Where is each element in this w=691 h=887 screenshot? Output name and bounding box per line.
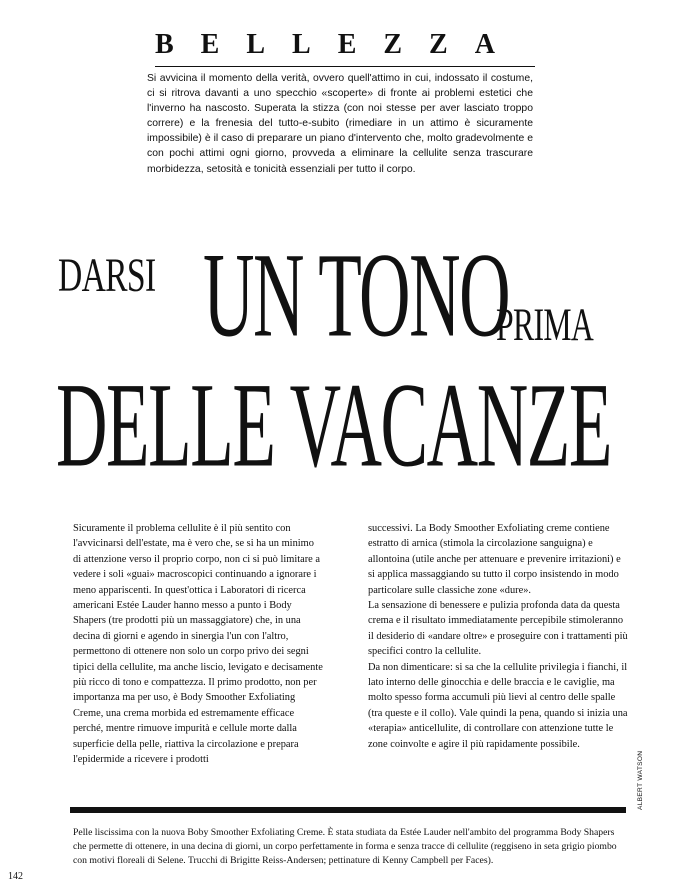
photo-caption: Pelle liscissima con la nuova Boby Smoother Exfoliating Creme. È stata studiata da Estée Lauder nell'ambito del programma Body Shapers che permette di ottenere, in una decina di giorni, un corpo perfettamente in forma e senza tracce di cellulite (reggiseno in seta grigio piombo con motivi floreali di Selene. Trucchi di Brigitte Reiss-Andersen; pettinature di Kenny Campbell per Faces). xyxy=(73,827,617,866)
section-title: BELLEZZA xyxy=(155,29,522,60)
body-paragraph: successivi. La Body Smoother Exfoliating creme contiene estratto di arnica (stimola la circolazione sanguigna) e allontoina (utile anche per attenuare e prevenire irritazioni) e si applica massaggiando su tutto il corpo insistendo in modo particolare sulle classiche zone «dure». xyxy=(368,523,621,596)
body-column-left xyxy=(73,521,323,768)
page-number: 142 xyxy=(8,871,23,882)
caption-divider xyxy=(70,807,626,813)
headline-delle-vacanze: DELLE VACANZE xyxy=(56,359,611,493)
headline-prima: PRIMA xyxy=(496,298,594,351)
section-rule xyxy=(155,66,535,67)
body-paragraph: La sensazione di benessere e pulizia profonda data da questa crema e il risultato immediatamente percepibile stimoleranno il desiderio di «andare oltre» e proseguire con i trattamenti più specifici contro la cellulite. xyxy=(368,600,628,658)
photo-credit: ALBERT WATSON xyxy=(637,750,644,810)
section-header xyxy=(155,28,535,68)
body-column-right xyxy=(368,521,630,752)
photo-credit-wrapper xyxy=(632,735,652,815)
intro-paragraph: Si avvicina il momento della verità, ovvero quell'attimo in cui, indossato il costume, ci si ritrova davanti a uno specchio «scoperte» di fronte ai problemi estetici che l'inverno ha nascosto. Superata la stizza (con noi stesse per aver lasciato troppo correre) e la frenesia del tutto-e-subito (rimediare in un attimo è sicuramente impossibile) è il caso di preparare un piano d'intervento che, molto gradevolmente e con pochi attimi ogni giorno, provveda a eliminare la cellulite senza trascurare morbidezza, setosità e tonicità essenziali per tutto il corpo. xyxy=(147,73,533,175)
body-paragraph: Sicuramente il problema cellulite è il più sentito con l'avvicinarsi dell'estate, ma è vero che, se si ha un minimo di attenzione verso il proprio corpo, non ci si può limitare a vedere i soli «guai» macroscopici continuando a ignorare i meno appariscenti. In quest'ottica i Laboratori di ricerca americani Estée Lauder hanno messo a punto i Body Shapers (tre prodotti più un massaggiatore) che, in una decina di giorni e agendo in sinergia l'un con l'altro, permettono di ottenere non solo un corpo privo dei segni tipici della cellulite, ma anche liscio, levigato e decisamente più ricco di tono e compattezza. Il primo prodotto, non per importanza ma per uso, è Body Smoother Exfoliating Creme, una crema morbida ed estremamente efficace perché, mentre rimuove impurità e cellule morte dalla superficie della pelle, riattiva la circolazione e prepara l'epidermide a ricevere i prodotti xyxy=(73,523,323,766)
headline-un-tono: UN TONO xyxy=(203,229,510,363)
headline-darsi: DARSI xyxy=(58,249,156,302)
body-paragraph: Da non dimenticare: si sa che la cellulite privilegia i fianchi, il lato interno delle ginocchia e delle braccia e le caviglie, ma molto spesso forma accumuli più lievi al centro delle spalle (tra queste e il collo). Vale quindi la pena, quando si inizia una «terapia» anticellulite, di controllare con attenzione tutte le zone coinvolte e agire il più rapidamente possibile. xyxy=(368,661,628,750)
